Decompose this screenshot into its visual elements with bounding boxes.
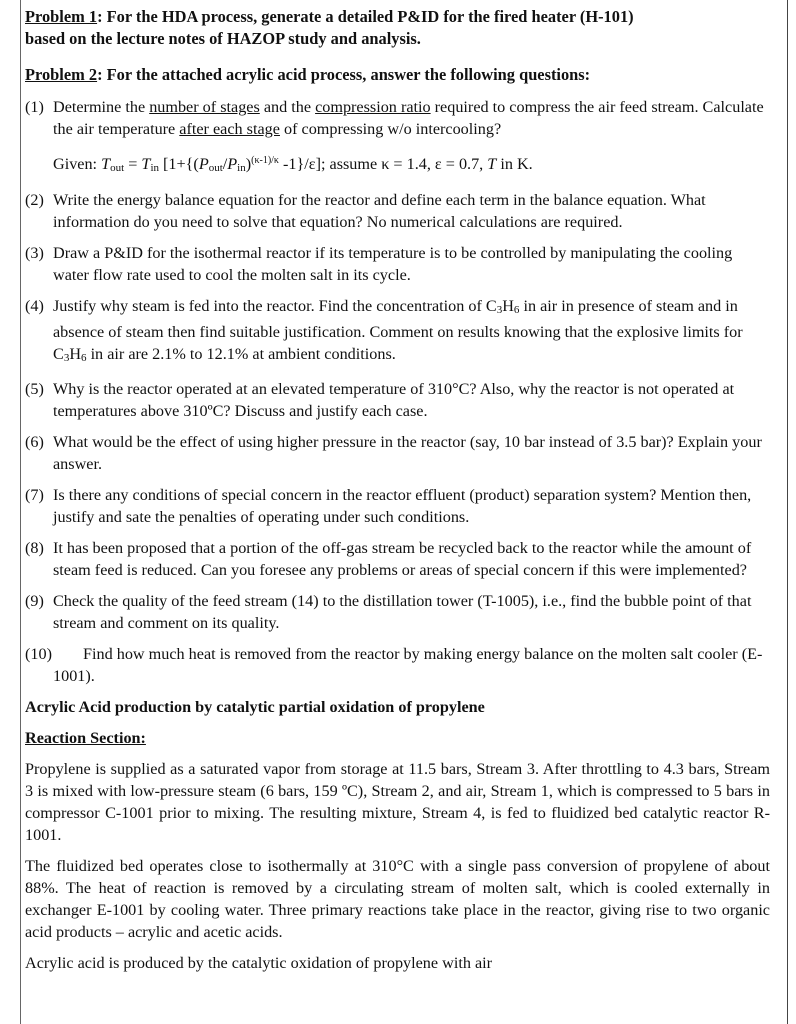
sub-3: 3 <box>496 304 503 316</box>
question-text: Draw a P&ID for the isothermal reactor if its temperature is to be controlled by manipulating the cooling water flow rate used to cool the molten salt in its cycle. <box>53 244 733 284</box>
eq-part-5: in K. <box>496 155 533 173</box>
question-number: (4) <box>25 297 44 315</box>
var-T: T <box>101 155 111 173</box>
q4-text-b: in air in presence of steam and in absence of steam then find suitable justification. Comment on results knowing that the explosive limits for C <box>53 297 743 363</box>
eq-part-3: ) <box>245 155 252 173</box>
q1-text-b: and the <box>259 98 316 116</box>
question-number: (3) <box>25 244 44 262</box>
sub-in: in <box>237 162 246 174</box>
h-letter: H <box>502 297 514 315</box>
question-6 <box>25 431 770 475</box>
question-text: It has been proposed that a portion of the off-gas stream be recycled back to the reactor while the amount of steam feed is reduced. Can you foresee any problems or areas of special concern if this were implemented? <box>53 539 752 579</box>
sub-6: 6 <box>81 352 87 364</box>
question-number: (6) <box>25 433 44 451</box>
question-number: (2) <box>25 191 44 209</box>
question-text: What would be the effect of using higher pressure in the reactor (say, 10 bar instead of 3.5 bar)? Explain your answer. <box>53 433 762 473</box>
problem-1 <box>25 6 770 50</box>
eq-part-4: -1}/ε]; assume κ = 1.4, ε = 0.7, <box>278 155 488 173</box>
question-number: (8) <box>25 539 44 557</box>
question-text: Is there any conditions of special concern in the reactor effluent (product) separation system? Mention then, justify and sate the penalties of operating under such conditions. <box>53 486 752 526</box>
q1-text-d: of compressing w/o intercooling? <box>279 120 502 138</box>
question-10 <box>25 643 770 687</box>
sub-3: 3 <box>63 352 70 364</box>
sub-out: out <box>208 162 223 174</box>
h-letter: H <box>69 345 82 363</box>
section-heading: Acrylic Acid production by catalytic partial oxidation of propylene <box>25 698 485 716</box>
sub-6: 6 <box>513 304 520 316</box>
var-P: P <box>198 155 209 173</box>
q4-text-a: Justify why steam is fed into the reactor. Find the concentration of C <box>53 297 497 315</box>
exponent: (κ-1)/κ <box>251 155 279 166</box>
question-number: (7) <box>25 486 44 504</box>
q4-text-c: in air are 2.1% to 12.1% at ambient conditions. <box>86 345 396 363</box>
problem-2-label: Problem 2 <box>25 65 98 84</box>
q1-text-c: required to compress the air feed stream. Calculate the air temperature <box>53 98 764 138</box>
question-2 <box>25 189 770 233</box>
q1-text-a: Determine the <box>53 98 150 116</box>
problem-1-text-1: : For the HDA process, generate a detailed P&ID for the fired heater (H-101) <box>97 7 634 26</box>
question-3 <box>25 242 770 286</box>
question-number: (5) <box>25 380 44 398</box>
question-number: (1) <box>25 98 44 116</box>
eq-part-1: = <box>124 155 142 173</box>
paragraph-2: The fluidized bed operates close to isothermally at 310°C with a single pass conversion of propylene of about 88%. The heat of reaction is removed by a circulating stream of molten salt, which is cooled externally in exchanger E-1001 by cooling water. Three primary reactions take place in the reactor, giving rise to two organic acid products – acrylic and acetic acids. <box>25 857 770 941</box>
var-T: T <box>487 155 497 173</box>
document-page <box>25 6 770 974</box>
problem-1-label: Problem 1 <box>25 7 98 26</box>
question-text: Find how much heat is removed from the reactor by making energy balance on the molten salt cooler (E-1001). <box>53 645 763 685</box>
q1-underline-3: after each stage <box>179 120 280 138</box>
var-P: P <box>227 155 238 173</box>
q1-given-formula <box>53 150 770 179</box>
question-text: Why is the reactor operated at an elevated temperature of 310°C? Also, why the reactor is not operated at temperatures above 310ºC? Discuss and justify each case. <box>53 380 735 420</box>
q1-underline-1: number of stages <box>149 98 260 116</box>
question-8 <box>25 537 770 581</box>
question-number: (9) <box>25 592 44 610</box>
eq-slash: / <box>222 155 228 173</box>
question-number: (10) <box>25 645 52 663</box>
question-4 <box>25 295 770 369</box>
question-5 <box>25 378 770 422</box>
question-7 <box>25 484 770 528</box>
var-T: T <box>141 155 151 173</box>
question-9 <box>25 590 770 634</box>
paragraph-3: Acrylic acid is produced by the catalytic oxidation of propylene with air <box>25 954 493 972</box>
q1-underline-2: compression ratio <box>315 98 431 116</box>
problem-1-text-2: based on the lecture notes of HAZOP study and analysis. <box>25 29 421 48</box>
question-text: Check the quality of the feed stream (14) to the distillation tower (T-1005), i.e., find the bubble point of that stream and comment on its quality. <box>53 592 752 632</box>
paragraph-1: Propylene is supplied as a saturated vapor from storage at 11.5 bars, Stream 3. After throttling to 4.3 bars, Stream 3 is mixed with low-pressure steam (6 bars, 159 ºC), Stream 2, and air, Stream 1, which is compressed to 5 bars in compressor C-1001 prior to mixing. The resulting mixture, Stream 4, is fed to fluidized bed catalytic reactor R-1001. <box>25 760 770 844</box>
problem-2-text: : For the attached acrylic acid process, answer the following questions: <box>97 65 591 84</box>
question-1 <box>25 96 770 179</box>
given-label: Given: <box>53 155 102 173</box>
question-text: Write the energy balance equation for the reactor and define each term in the balance equation. What information do you need to solve that equation? No numerical calculations are required. <box>53 191 706 231</box>
sub-out: out <box>110 162 125 174</box>
reaction-section-title: Reaction Section: <box>25 729 146 747</box>
sub-in: in <box>150 162 159 174</box>
eq-part-2: [1+{( <box>159 155 199 173</box>
problem-2 <box>25 64 770 86</box>
